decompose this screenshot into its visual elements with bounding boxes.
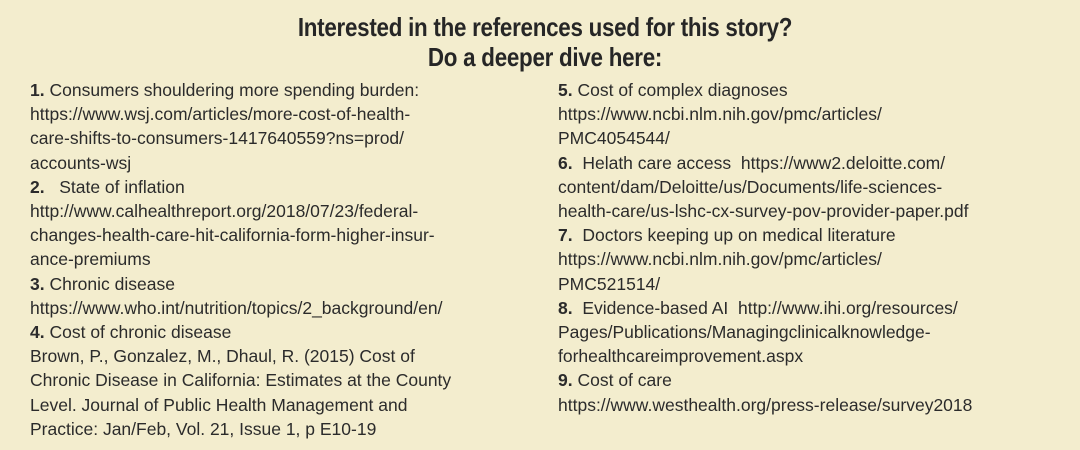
reference-text-line[interactable]: Level. Journal of Public Health Management and — [30, 394, 408, 415]
reference-item — [558, 78, 1058, 151]
reference-text-line[interactable]: https://www.who.int/nutrition/topics/2_background/en/ — [30, 297, 443, 318]
reference-text-line[interactable]: accounts-wsj — [30, 152, 132, 173]
reference-title: Doctors keeping up on medical literature — [572, 225, 896, 246]
reference-title-line — [30, 320, 558, 344]
reference-title: Cost of care — [572, 370, 672, 391]
reference-text-line[interactable]: https://www.wsj.com/articles/more-cost-of-health- — [30, 104, 411, 125]
reference-text-line[interactable]: Pages/Publications/Managingclinicalknowledge- — [558, 322, 931, 343]
reference-title-line — [558, 223, 1058, 247]
reference-number: 9. — [558, 370, 573, 391]
reference-text-line[interactable]: Chronic Disease in California: Estimates at the County — [30, 370, 452, 391]
reference-number: 4. — [30, 322, 45, 343]
reference-text-line[interactable]: changes-health-care-hit-california-form-higher-insur- — [30, 225, 435, 246]
reference-number: 6. — [558, 152, 573, 173]
reference-title: Evidence-based AI http://www.ihi.org/resources/ — [572, 297, 958, 318]
reference-title-line — [558, 296, 1058, 320]
reference-title: Consumers shouldering more spending burden: — [44, 80, 420, 100]
reference-title: Chronic disease — [44, 273, 175, 294]
reference-text-line[interactable]: PMC4054544/ — [558, 128, 670, 149]
reference-number: 5. — [558, 80, 573, 100]
reference-text-line[interactable]: PMC521514/ — [558, 273, 661, 294]
reference-item — [558, 151, 1058, 224]
reference-item — [558, 296, 1058, 369]
reference-text-line[interactable]: Practice: Jan/Feb, Vol. 21, Issue 1, p E10-19 — [30, 418, 377, 439]
reference-title: Cost of complex diagnoses — [572, 80, 788, 100]
reference-text-line[interactable]: ance-premiums — [30, 249, 151, 270]
reference-text-line[interactable]: https://www.ncbi.nlm.nih.gov/pmc/articles/ — [558, 249, 882, 270]
reference-title-line — [30, 175, 558, 199]
reference-column-right — [558, 78, 1058, 441]
reference-title: Cost of chronic disease — [44, 322, 232, 343]
reference-number: 2. — [30, 176, 45, 197]
reference-item — [558, 368, 1058, 416]
reference-title-line — [558, 368, 1058, 392]
reference-number: 7. — [558, 225, 573, 246]
reference-title: Helath care access https://www2.deloitte.com/ — [572, 152, 946, 173]
reference-title-line — [30, 78, 558, 102]
reference-text-line[interactable]: https://www.westhealth.org/press-release/survey2018 — [558, 394, 973, 415]
reference-item — [30, 320, 558, 441]
reference-text-line[interactable]: http://www.calhealthreport.org/2018/07/23/federal- — [30, 201, 419, 222]
heading-line-1: Interested in the references used for this story? — [297, 12, 793, 42]
reference-text-line[interactable]: https://www.ncbi.nlm.nih.gov/pmc/articles/ — [558, 104, 882, 125]
reference-item — [558, 223, 1058, 296]
reference-title-line — [558, 78, 1058, 102]
reference-title-line — [30, 272, 558, 296]
reference-number: 1. — [30, 80, 45, 100]
heading-line-2: Do a deeper dive here: — [427, 42, 663, 72]
reference-title-line — [558, 151, 1058, 175]
reference-text-line[interactable]: health-care/us-lshc-cx-survey-pov-provider-paper.pdf — [558, 201, 969, 222]
reference-text-line[interactable]: forhealthcareimprovement.aspx — [558, 346, 804, 367]
reference-column-left — [30, 78, 558, 441]
references-heading — [102, 12, 988, 72]
reference-item — [30, 78, 558, 175]
reference-text-line[interactable]: Brown, P., Gonzalez, M., Dhaul, R. (2015) Cost of — [30, 346, 415, 367]
reference-text-line[interactable]: care-shifts-to-consumers-1417640559?ns=prod/ — [30, 128, 405, 149]
reference-item — [30, 272, 558, 320]
reference-title: State of inflation — [44, 176, 185, 197]
reference-item — [30, 175, 558, 272]
reference-number: 8. — [558, 297, 573, 318]
reference-columns — [30, 78, 1060, 441]
reference-number: 3. — [30, 273, 45, 294]
reference-text-line[interactable]: content/dam/Deloitte/us/Documents/life-sciences- — [558, 176, 943, 197]
